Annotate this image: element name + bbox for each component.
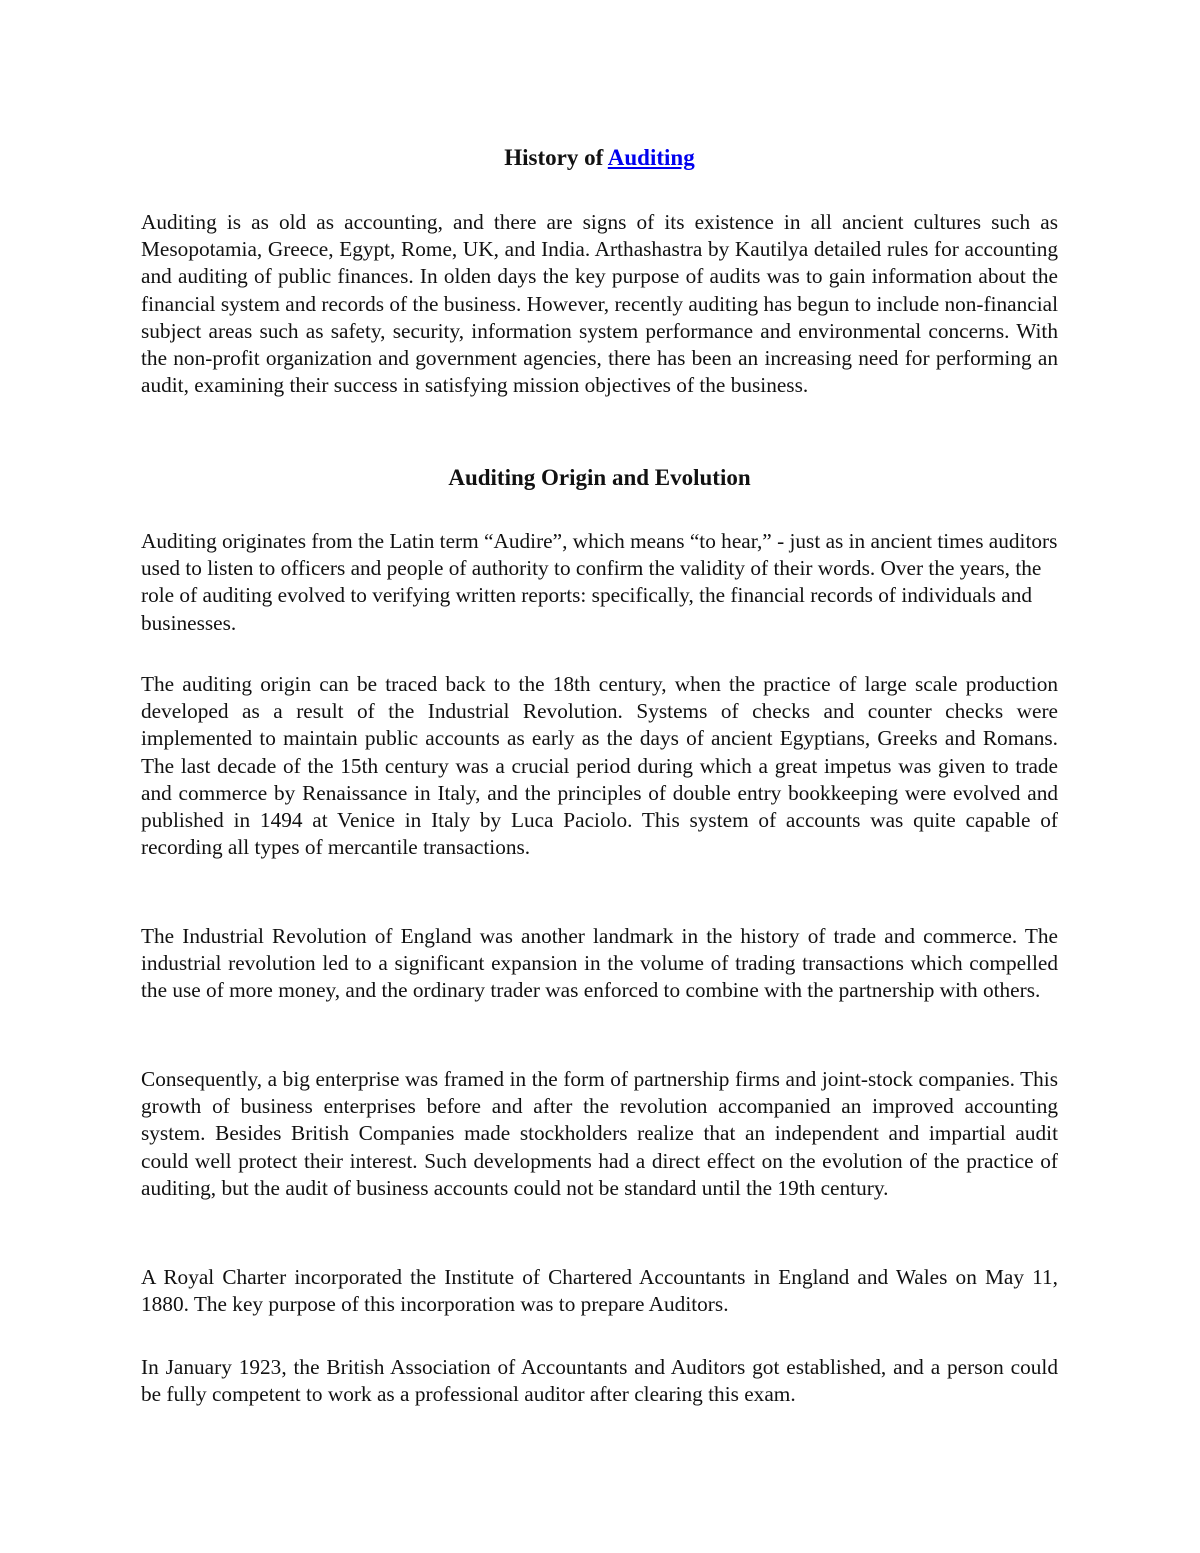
section-heading-origin: Auditing Origin and Evolution (448, 465, 751, 490)
paragraph-british-association: In January 1923, the British Association of Accountants and Auditors got established, and a person could be fully competent to work as a professional auditor after clearing this exam. (141, 1355, 1058, 1407)
intro-paragraph: Auditing is as old as accounting, and there are signs of its existence in all ancient cultures such as Mesopotamia, Greece, Egypt, Rome, UK, and India. Arthashastra by Kautilya detailed rules for accounting and auditing of public finances. In olden days the key purpose of audits was to gain information about the financial system and records of the business. However, recently auditing has begun to include non-financial subject areas such as safety, security, information system performance and environmental concerns. With the non-profit organization and government agencies, there has been an increasing need for performing an audit, examining their success in satisfying mission objectives of the business. (141, 210, 1059, 398)
paragraph-18th-century: The auditing origin can be traced back to the 18th century, when the practice of large scale production developed as a result of the Industrial Revolution. Systems of checks and counter checks were implemented to maintain public accounts as early as the days of ancient Egyptians, Greeks and Romans. The last decade of the 15th century was a crucial period during which a great impetus was given to trade and commerce by Renaissance in Italy, and the principles of double entry bookkeeping were evolved and published in 1494 at Venice in Italy by Luca Paciolo. This system of accounts was quite capable of recording all types of mercantile transactions. (141, 672, 1058, 860)
paragraph-latin-origin: Auditing originates from the Latin term “Audire”, which means “to hear,” - just as in ancient times auditors used to listen to officers and people of authority to confirm the validity of their words. Over the years, the role of auditing evolved to verifying written reports: specifically, the financial records of individuals and businesses. (141, 529, 1058, 635)
title-prefix: History of (504, 145, 608, 170)
auditing-link[interactable]: Auditing (607, 145, 695, 170)
paragraph-industrial-revolution: The Industrial Revolution of England was another landmark in the history of trade and commerce. The industrial revolution led to a significant expansion in the volume of trading transactions which compelled the use of more money, and the ordinary trader was enforced to combine with the partnership with others. (141, 924, 1058, 1003)
paragraph-enterprises: Consequently, a big enterprise was framed in the form of partnership firms and joint-stock companies. This growth of business enterprises before and after the revolution accompanied an improved accounting system. Besides British Companies made stockholders realize that an independent and impartial audit could well protect their interest. Such developments had a direct effect on the evolution of the practice of auditing, but the audit of business accounts could not be standard until the 19th century. (141, 1067, 1058, 1200)
paragraph-royal-charter: A Royal Charter incorporated the Institute of Chartered Accountants in England and Wales on May 11, 1880. The key purpose of this incorporation was to prepare Auditors. (141, 1265, 1058, 1317)
page-title (141, 141, 1058, 175)
